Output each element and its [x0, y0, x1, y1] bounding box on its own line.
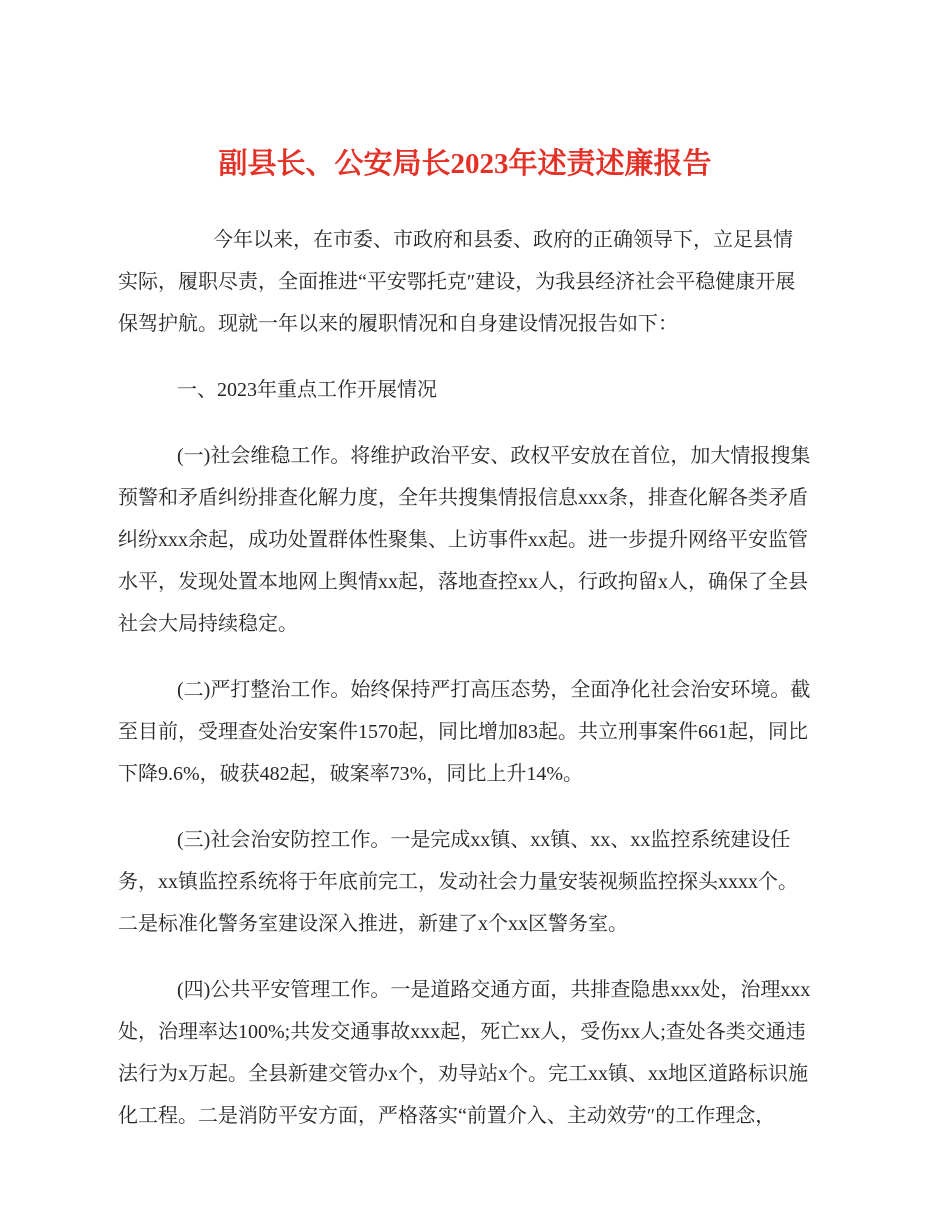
paragraph-item-1: (一)社会维稳工作。将维护政治平安、政权平安放在首位，加大情报搜集预警和矛盾纠纷排查化解力度，全年共搜集情报信息xxx条，排查化解各类矛盾纠纷xxx余起，成功处置群体性聚集、上访事件xx起。进一步提升网络平安监管水平，发现处置本地网上舆情xx起，落地查控xx人，行政拘留x人，确保了全县社会大局持续稳定。: [118, 445, 811, 635]
paragraph-item-3: (三)社会治安防控工作。一是完成xx镇、xx镇、xx、xx监控系统建设任务，xx镇监控系统将于年底前完工，发动社会力量安装视频监控探头xxxx个。二是标准化警务室建设深入推进，新建了x个xx区警务室。: [118, 829, 798, 935]
paragraph-section-heading: 一、2023年重点工作开展情况: [177, 379, 437, 401]
paragraph-item-4: (四)公共平安管理工作。一是道路交通方面，共排查隐患xxx处，治理xxx处，治理率达100%;共发交通事故xxx起，死亡xx人，受伤xx人;查处各类交通违法行为x万起。全县新建交管办x个，劝导站x个。完工xx镇、xx地区道路标识施化工程。二是消防平安方面，严格落实“前置介入、主动效劳″的工作理念，: [118, 979, 811, 1127]
paragraph-item-2: (二)严打整治工作。始终保持严打高压态势，全面净化社会治安环境。截至目前，受理查处治安案件1570起，同比增加83起。共立刑事案件661起，同比下降9.6%，破获482起，破案率73%，同比上升14%。: [118, 679, 811, 785]
document-title: 副县长、公安局长2023年述责述廉报告: [218, 148, 712, 180]
paragraph-intro: 今年以来，在市委、市政府和县委、政府的正确领导下，立足县情实际，履职尽责，全面推进“平安鄂托克″建设，为我县经济社会平稳健康开展保驾护航。现就一年以来的履职情况和自身建设情况报告如下：: [118, 229, 796, 335]
